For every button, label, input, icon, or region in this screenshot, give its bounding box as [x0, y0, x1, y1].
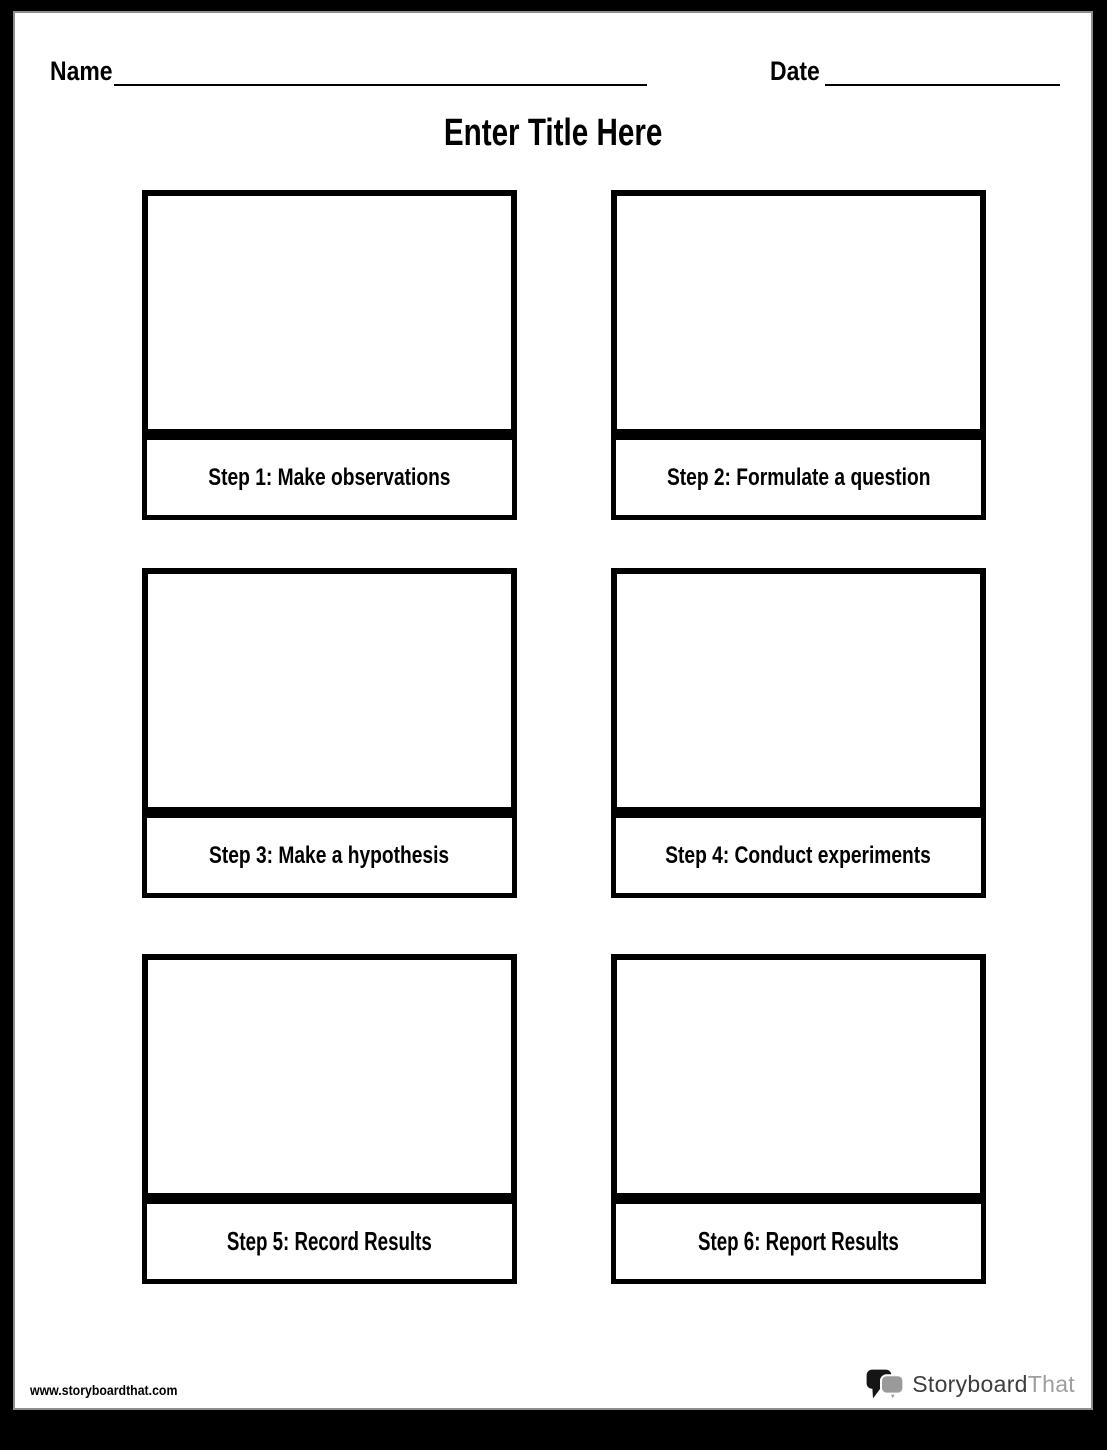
step-1-caption-box — [142, 435, 517, 520]
name-value — [114, 60, 647, 84]
step-4-caption-box — [611, 813, 986, 898]
speech-bubbles-logo-icon — [865, 1368, 905, 1400]
storyboardthat-logo — [865, 1368, 1075, 1400]
worksheet-page — [13, 11, 1093, 1410]
step-4-image-area — [611, 568, 986, 813]
page-title-text: Enter Title Here — [443, 112, 663, 154]
step-cell-4 — [611, 568, 986, 898]
page-title — [15, 112, 1091, 155]
date-fill-line — [825, 84, 1060, 86]
website-url: www.storyboardthat.com — [30, 1382, 178, 1398]
step-cell-5 — [142, 954, 517, 1284]
step-6-caption: Step 6: Report Results — [698, 1226, 899, 1256]
step-6-image-area — [611, 954, 986, 1199]
step-cell-1 — [142, 190, 517, 520]
logo-wordmark — [912, 1371, 1075, 1398]
logo-wordmark-primary: Storyboard — [912, 1370, 1028, 1397]
name-fill-line — [114, 84, 647, 86]
step-cell-2 — [611, 190, 986, 520]
date-value — [825, 60, 1060, 84]
step-3-caption-box — [142, 813, 517, 898]
step-cell-6 — [611, 954, 986, 1284]
step-cell-3 — [142, 568, 517, 898]
step-3-image-area — [142, 568, 517, 813]
step-2-image-area — [611, 190, 986, 435]
step-2-caption-box — [611, 435, 986, 520]
step-5-caption: Step 5: Record Results — [227, 1226, 432, 1256]
step-6-caption-box — [611, 1199, 986, 1284]
step-1-image-area — [142, 190, 517, 435]
step-2-caption: Step 2: Formulate a question — [666, 463, 931, 491]
name-label: Name — [50, 56, 113, 86]
logo-wordmark-secondary: That — [1027, 1370, 1075, 1397]
step-5-caption-box — [142, 1199, 517, 1284]
step-1-caption: Step 1: Make observations — [208, 463, 451, 491]
step-4-caption: Step 4: Conduct experiments — [665, 841, 932, 869]
step-5-image-area — [142, 954, 517, 1199]
date-label: Date — [770, 56, 820, 86]
step-3-caption: Step 3: Make a hypothesis — [209, 841, 450, 869]
